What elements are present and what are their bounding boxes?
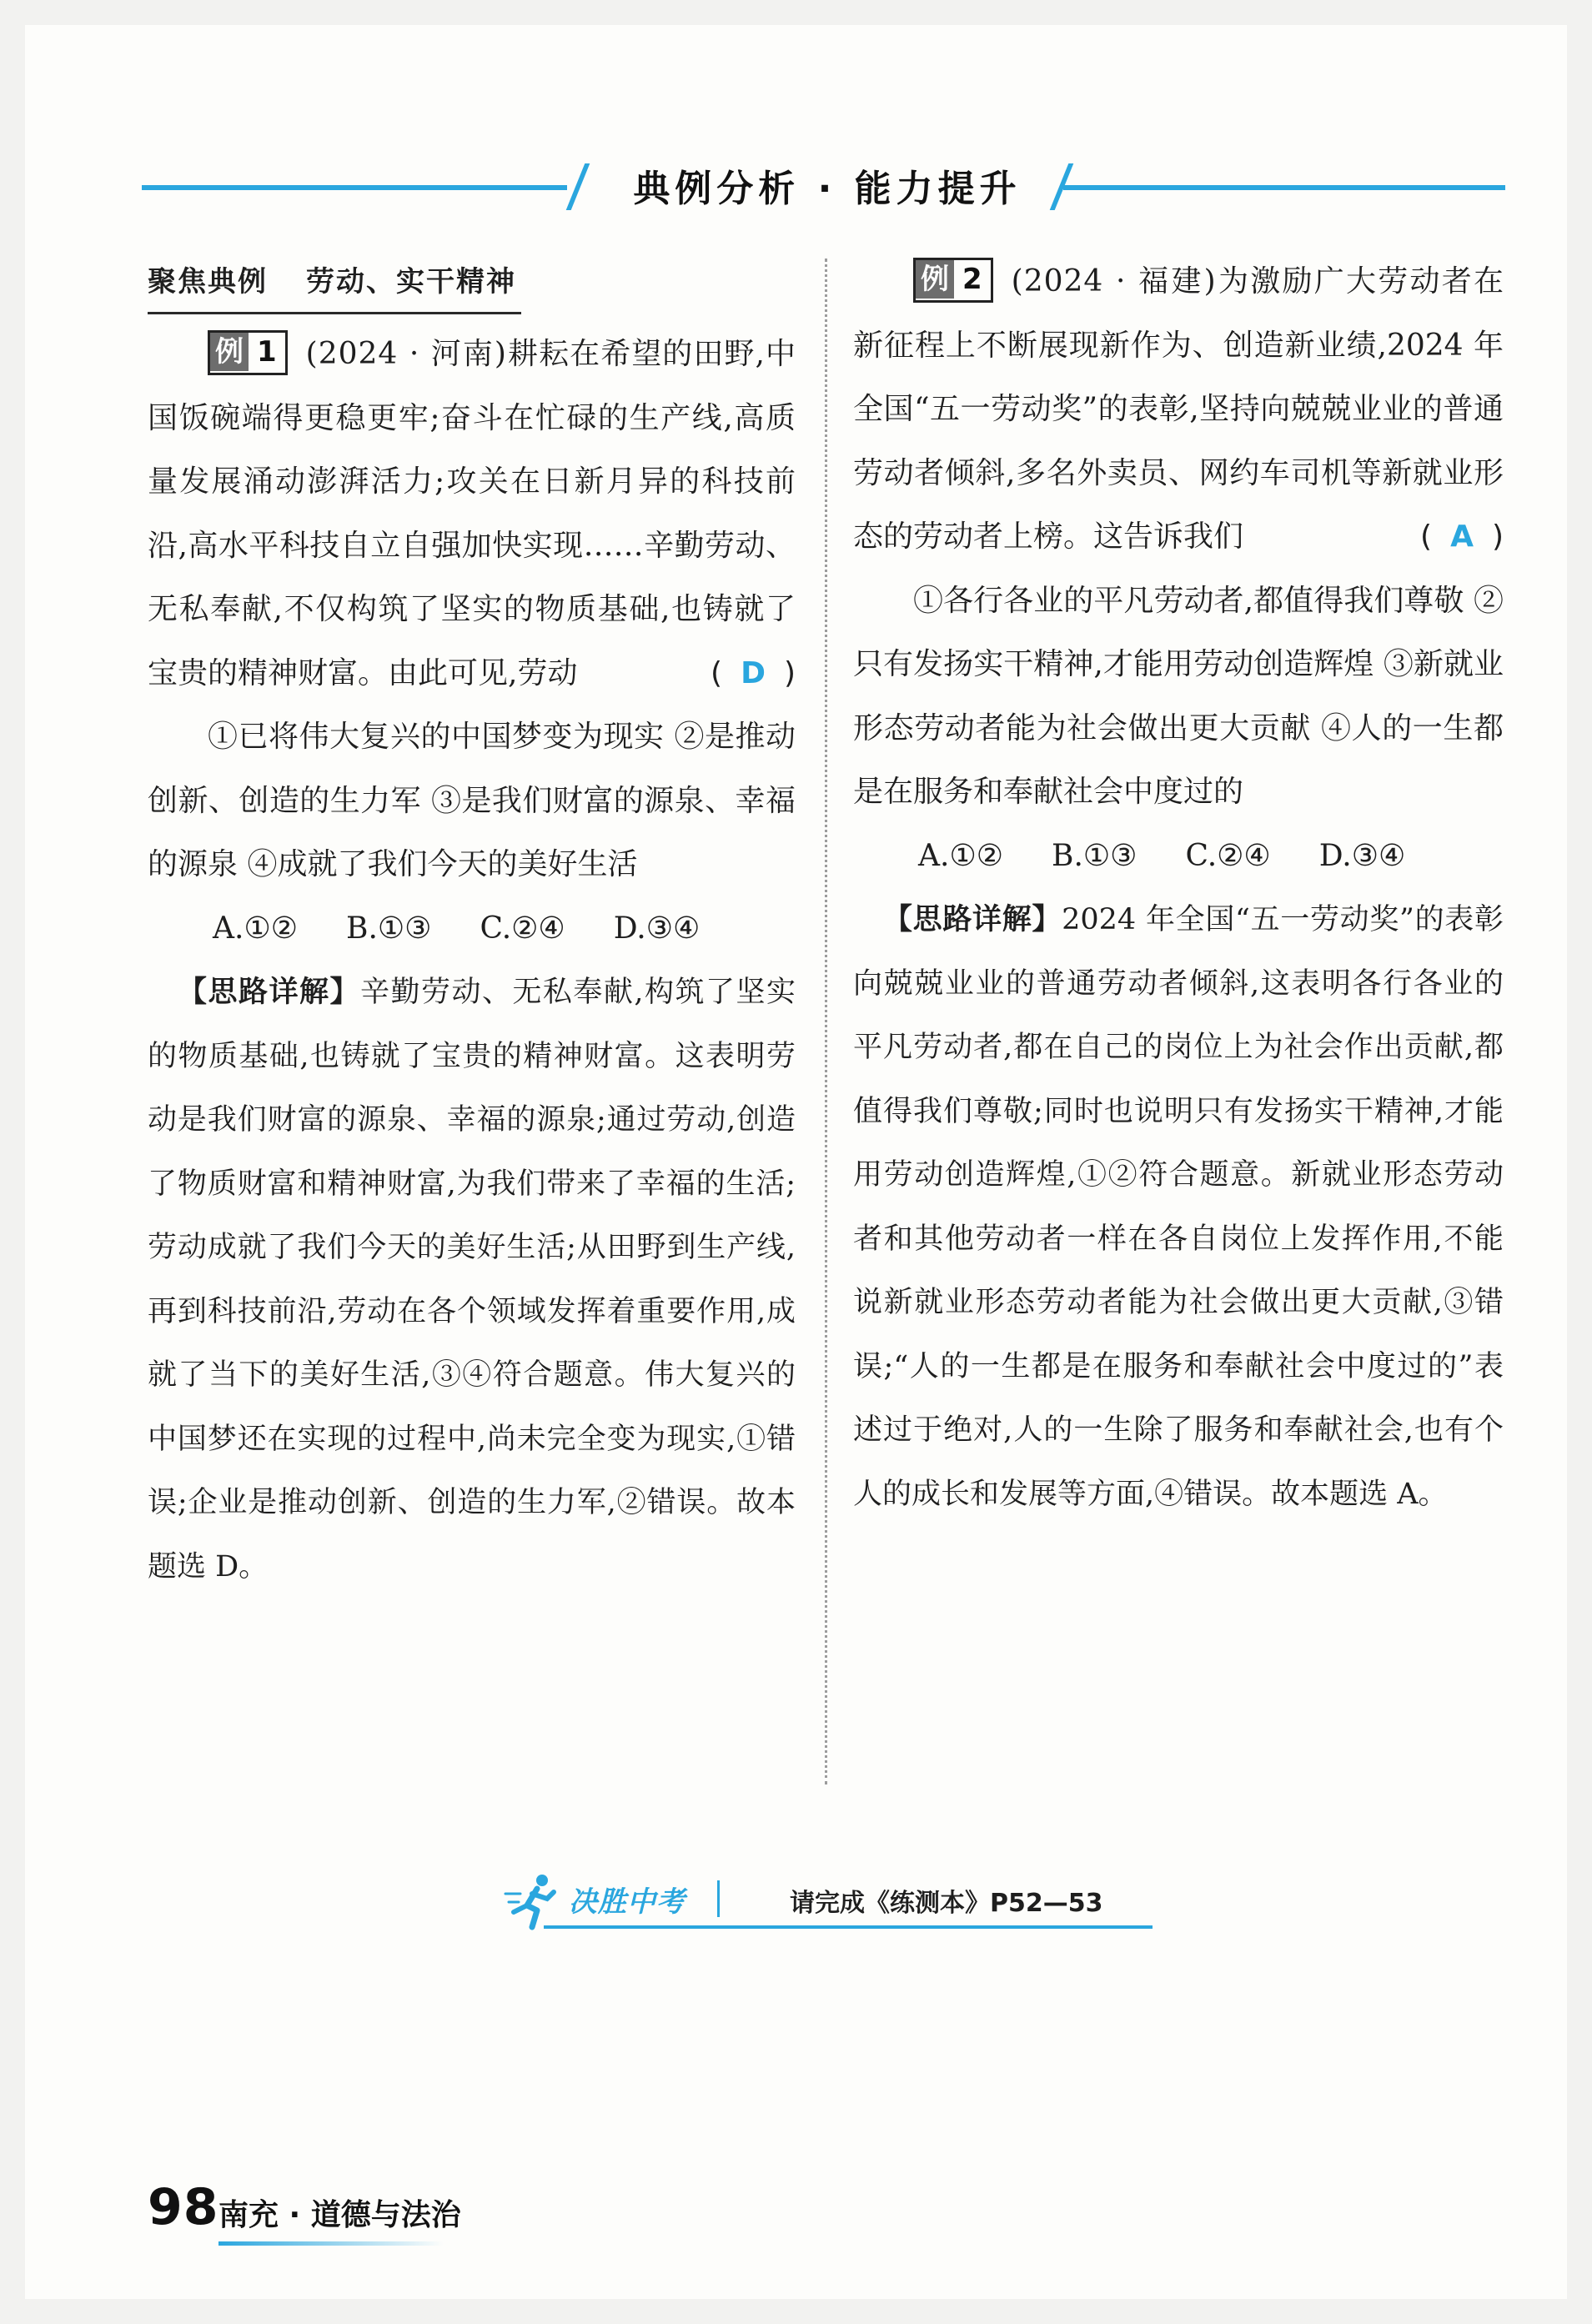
header-rule-right <box>1063 185 1505 190</box>
example-1-stem: 耕耘在希望的田野,中国饭碗端得更稳更牢;奋斗在忙碌的生产线,高质量发展涌动澎湃活力;攻关在日新月异的科技前沿,高水平科技自立自强加快实现……辛勤劳动、无私奉献,不仅构筑了坚实的物质基础,也铸就了宝贵的精神财富。由此可见,劳动 <box>148 337 796 690</box>
focus-topic: 劳动、实干精神 <box>306 265 516 299</box>
analysis-tag: 【思路详解】 <box>883 903 1062 936</box>
analysis-tag: 【思路详解】 <box>178 976 360 1009</box>
header-rule-left <box>142 185 567 190</box>
right-column <box>853 250 1504 1526</box>
example-1-source: (2024 · 河南) <box>305 337 507 371</box>
option-b: B.①③ <box>1052 838 1138 873</box>
example-2-tag: 例 2 <box>913 258 993 303</box>
badge-text: 请完成《练测本》P52—53 <box>790 1889 1103 1918</box>
option-d: D.③④ <box>613 911 701 946</box>
option-c: C.②④ <box>1185 838 1271 873</box>
focus-heading <box>148 257 521 314</box>
example-1-statements: ①已将伟大复兴的中国梦变为现实 ②是推动创新、创造的生力军 ③是我们财富的源泉、幸福的源泉 ④成就了我们今天的美好生活 <box>148 720 796 881</box>
example-2-options <box>853 825 1504 889</box>
badge-logo: 决胜中考 <box>569 1885 686 1919</box>
runner-icon <box>504 1872 562 1932</box>
practice-badge <box>502 1870 1153 1937</box>
example-2-answer: ( A ) <box>1420 520 1504 554</box>
column-divider <box>825 259 827 1784</box>
analysis-text: 2024 年全国“五一劳动奖”的表彰向兢兢业业的普通劳动者倾斜,这表明各行各业的平凡劳动者,都在自己的岗位上为社会作出贡献,都值得我们尊敬;同时也说明只有发扬实干精神,才能用劳动创造辉煌,①②符合题意。新就业形态劳动者和其他劳动者一样在各自岗位上发挥作用,不能说新就业形态劳动者能为社会做出更大贡献,③错误;“人的一生都是在服务和奉献社会中度过的”表述过于绝对,人的一生除了服务和奉献社会,也有个人的成长和发展等方面,④错误。故本题选 A。 <box>853 903 1504 1511</box>
option-c: C.②④ <box>480 911 565 946</box>
focus-label: 聚焦典例 <box>148 265 268 299</box>
section-title: 典例分析 · 能力提升 <box>633 168 1022 210</box>
option-d: D.③④ <box>1318 838 1406 873</box>
example-1-analysis <box>148 961 796 1599</box>
option-b: B.①③ <box>346 911 432 946</box>
answer-letter: D <box>741 655 766 690</box>
badge-underline <box>544 1925 1153 1929</box>
example-2-analysis <box>853 888 1504 1526</box>
page-label-underline <box>218 2241 444 2246</box>
analysis-text: 辛勤劳动、无私奉献,构筑了坚实的物质基础,也铸就了宝贵的精神财富。这表明劳动是我们财富的源泉、幸福的源泉;通过劳动,创造了物质财富和精神财富,为我们带来了幸福的生活;劳动成就了我们今天的美好生活;从田野到生产线,再到科技前沿,劳动在各个领域发挥着重要作用,成就了当下的美好生活,③④符合题意。伟大复兴的中国梦还在实现的过程中,尚未完全变为现实,①错误;企业是推动创新、创造的生力军,②错误。故本题选 D。 <box>148 976 796 1584</box>
answer-letter: A <box>1450 520 1474 554</box>
example-2-stem: 为激励广大劳动者在新征程上不断展现新作为、创造新业绩,2024 年全国“五一劳动奖”的表彰,坚持向兢兢业业的普通劳动者倾斜,多名外卖员、网约车司机等新就业形态的劳动者上榜。这告诉我们 <box>853 264 1504 554</box>
option-a: A.①② <box>213 911 298 946</box>
example-2-statements: ①各行各业的平凡劳动者,都值得我们尊敬 ②只有发扬实干精神,才能用劳动创造辉煌 ③新就业形态劳动者能为社会做出更大贡献 ④人的一生都是在服务和奉献社会中度过的 <box>853 583 1504 809</box>
badge-separator <box>717 1880 720 1917</box>
option-a: A.①② <box>918 838 1003 873</box>
page-label: 南充 · 道德与法治 <box>218 2198 461 2232</box>
example-2-source: (2024 · 福建) <box>1011 264 1217 299</box>
example-1-options <box>148 897 796 961</box>
left-column <box>148 250 796 1599</box>
page-number: 98 <box>148 2178 219 2236</box>
example-1-tag: 例 1 <box>208 330 288 375</box>
example-1-answer: ( D ) <box>711 655 796 690</box>
